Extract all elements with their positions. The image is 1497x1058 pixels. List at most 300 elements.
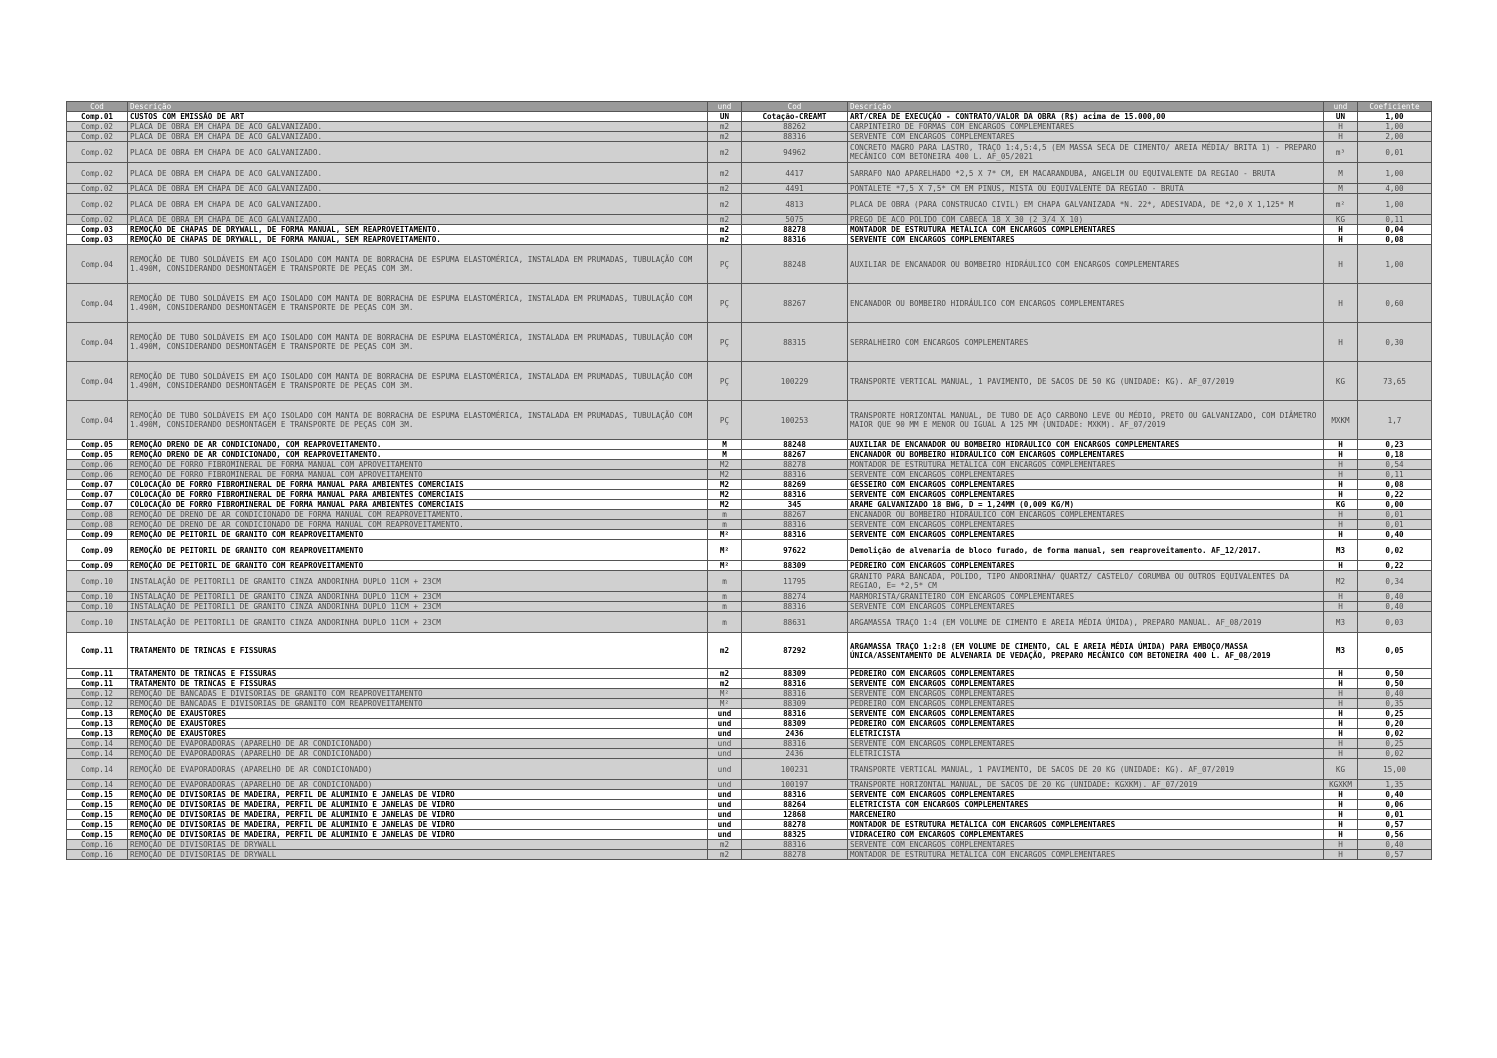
comp-code-cell: Comp.10 xyxy=(67,612,128,633)
comp-description-cell: REMOÇÃO DE DIVISORIAS DE MADEIRA, PERFIL DE ALUMINIO E JANELAS DE VIDRO xyxy=(128,810,708,820)
item-unit-cell: H xyxy=(1324,719,1358,729)
item-code-cell: 88316 xyxy=(742,739,848,749)
header-cod-insumo: Cod xyxy=(742,102,848,112)
item-description-cell: ARAME GALVANIZADO 18 BWG, D = 1,24MM (0,009 KG/M) xyxy=(848,500,1324,510)
comp-unit-cell: und xyxy=(708,749,742,759)
item-description-cell: SERRALHEIRO COM ENCARGOS COMPLEMENTARES xyxy=(848,323,1324,362)
item-unit-cell: M xyxy=(1324,163,1358,184)
comp-description-cell: TRATAMENTO DE TRINCAS E FISSURAS xyxy=(128,669,708,679)
item-unit-cell: H xyxy=(1324,810,1358,820)
comp-unit-cell: und xyxy=(708,790,742,800)
comp-code-cell: Comp.05 xyxy=(67,450,128,460)
item-description-cell: SERVENTE COM ENCARGOS COMPLEMENTARES xyxy=(848,840,1324,850)
comp-description-cell: REMOÇÃO DE PEITORIL DE GRANITO COM REAPROVEITAMENTO xyxy=(128,561,708,571)
comp-description-cell: REMOÇÃO DE DIVISORIAS DE MADEIRA, PERFIL DE ALUMINIO E JANELAS DE VIDRO xyxy=(128,800,708,810)
comp-unit-cell: und xyxy=(708,830,742,840)
item-unit-cell: H xyxy=(1324,245,1358,284)
comp-unit-cell: und xyxy=(708,780,742,790)
item-code-cell: 88267 xyxy=(742,510,848,520)
item-description-cell: MARMORISTA/GRANITEIRO COM ENCARGOS COMPLEMENTARES xyxy=(848,592,1324,602)
comp-unit-cell: m xyxy=(708,612,742,633)
comp-description-cell: COLOCAÇÃO DE FORRO FIBROMINERAL DE FORMA MANUAL PARA AMBIENTES COMERCIAIS xyxy=(128,500,708,510)
comp-unit-cell: und xyxy=(708,820,742,830)
comp-description-cell: TRATAMENTO DE TRINCAS E FISSURAS xyxy=(128,633,708,669)
coefficient-cell: 0,23 xyxy=(1358,440,1432,450)
item-description-cell: MONTADOR DE ESTRUTURA METÁLICA COM ENCARGOS COMPLEMENTARES xyxy=(848,850,1324,860)
item-unit-cell: H xyxy=(1324,122,1358,132)
coefficient-cell: 0,54 xyxy=(1358,460,1432,470)
item-description-cell: ARGAMASSA TRAÇO 1:4 (EM VOLUME DE CIMENTO E AREIA MÉDIA ÚMIDA), PREPARO MANUAL. AF_08/2019 xyxy=(848,612,1324,633)
table-row xyxy=(67,749,1432,759)
comp-code-cell: Comp.06 xyxy=(67,460,128,470)
comp-description-cell: REMOÇÃO DE DRENO DE AR CONDICIONADO DE FORMA MANUAL COM REAPROVEITAMENTO. xyxy=(128,520,708,530)
table-row xyxy=(67,592,1432,602)
table-row xyxy=(67,142,1432,163)
comp-description-cell: REMOÇÃO DE FORRO FIBROMINERAL DE FORMA MANUAL COM APROVEITAMENTO xyxy=(128,470,708,480)
comp-unit-cell: m2 xyxy=(708,850,742,860)
item-code-cell: 2436 xyxy=(742,729,848,739)
table-row xyxy=(67,780,1432,790)
item-code-cell: 88309 xyxy=(742,699,848,709)
comp-code-cell: Comp.14 xyxy=(67,759,128,780)
item-description-cell: MARCENEIRO xyxy=(848,810,1324,820)
item-description-cell: ENCANADOR OU BOMBEIRO HIDRÁULICO COM ENCARGOS COMPLEMENTARES xyxy=(848,450,1324,460)
comp-unit-cell: m xyxy=(708,592,742,602)
table-row xyxy=(67,225,1432,235)
comp-description-cell: REMOÇÃO DE CHAPAS DE DRYWALL, DE FORMA MANUAL, SEM REAPROVEITAMENTO. xyxy=(128,225,708,235)
item-code-cell: 88325 xyxy=(742,830,848,840)
comp-code-cell: Comp.02 xyxy=(67,132,128,142)
coefficient-cell: 0,02 xyxy=(1358,540,1432,561)
comp-description-cell: REMOÇÃO DE EVAPORADORAS (APARELHO DE AR CONDICIONADO) xyxy=(128,739,708,749)
comp-description-cell: REMOÇÃO DE TUBO SOLDÁVEIS EM AÇO ISOLADO COM MANTA DE BORRACHA DE ESPUMA ELASTOMÉRICA, INSTALADA EM PRUMADAS, TUBULAÇÃO COM 1.490M, CONSIDERANDO DESMONTAGEM E TRANSPORTE DE PEÇAS COM 3M. xyxy=(128,245,708,284)
item-description-cell: GESSEIRO COM ENCARGOS COMPLEMENTARES xyxy=(848,480,1324,490)
comp-code-cell: Comp.04 xyxy=(67,245,128,284)
comp-description-cell: PLACA DE OBRA EM CHAPA DE ACO GALVANIZADO. xyxy=(128,184,708,194)
item-code-cell: 4491 xyxy=(742,184,848,194)
table-row xyxy=(67,215,1432,225)
table-row xyxy=(67,194,1432,215)
item-code-cell: 88278 xyxy=(742,460,848,470)
comp-code-cell: Comp.14 xyxy=(67,749,128,759)
comp-unit-cell: PÇ xyxy=(708,401,742,440)
table-row xyxy=(67,699,1432,709)
item-description-cell: MONTADOR DE ESTRUTURA METÁLICA COM ENCARGOS COMPLEMENTARES xyxy=(848,225,1324,235)
item-description-cell: PONTALETE *7,5 X 7,5* CM EM PINUS, MISTA OU EQUIVALENTE DA REGIAO - BRUTA xyxy=(848,184,1324,194)
comp-description-cell: COLOCAÇÃO DE FORRO FIBROMINERAL DE FORMA MANUAL PARA AMBIENTES COMERCIAIS xyxy=(128,480,708,490)
comp-code-cell: Comp.15 xyxy=(67,820,128,830)
item-code-cell: 88316 xyxy=(742,709,848,719)
item-code-cell: Cotação-CREAMT xyxy=(742,112,848,122)
item-description-cell: PEDREIRO COM ENCARGOS COMPLEMENTARES xyxy=(848,719,1324,729)
item-code-cell: 88316 xyxy=(742,689,848,699)
item-code-cell: 88316 xyxy=(742,679,848,689)
item-code-cell: 88316 xyxy=(742,840,848,850)
item-unit-cell: H xyxy=(1324,850,1358,860)
table-row xyxy=(67,709,1432,719)
comp-unit-cell: und xyxy=(708,719,742,729)
item-code-cell: 88315 xyxy=(742,323,848,362)
comp-code-cell: Comp.11 xyxy=(67,669,128,679)
comp-description-cell: INSTALAÇÃO DE PEITORIL1 DE GRANITO CINZA ANDORINHA DUPLO 11CM + 23CM xyxy=(128,612,708,633)
comp-code-cell: Comp.02 xyxy=(67,194,128,215)
item-code-cell: 12868 xyxy=(742,810,848,820)
comp-unit-cell: m2 xyxy=(708,194,742,215)
item-code-cell: 88278 xyxy=(742,225,848,235)
item-code-cell: 88269 xyxy=(742,480,848,490)
comp-description-cell: REMOÇÃO DRENO DE AR CONDICIONADO, COM REAPROVEITAMENTO. xyxy=(128,440,708,450)
comp-code-cell: Comp.16 xyxy=(67,850,128,860)
item-unit-cell: H xyxy=(1324,480,1358,490)
table-row xyxy=(67,759,1432,780)
item-description-cell: ELETRICISTA xyxy=(848,729,1324,739)
item-unit-cell: H xyxy=(1324,132,1358,142)
item-unit-cell: H xyxy=(1324,699,1358,709)
item-unit-cell: KG xyxy=(1324,362,1358,401)
comp-code-cell: Comp.10 xyxy=(67,592,128,602)
item-unit-cell: H xyxy=(1324,820,1358,830)
table-body xyxy=(67,112,1432,860)
comp-description-cell: REMOÇÃO DE DRENO DE AR CONDICIONADO DE FORMA MANUAL COM REAPROVEITAMENTO. xyxy=(128,510,708,520)
table-row xyxy=(67,500,1432,510)
item-code-cell: 88248 xyxy=(742,440,848,450)
comp-unit-cell: m2 xyxy=(708,215,742,225)
item-unit-cell: m² xyxy=(1324,194,1358,215)
coefficient-cell: 0,40 xyxy=(1358,689,1432,699)
comp-unit-cell: m xyxy=(708,520,742,530)
coefficient-cell: 0,11 xyxy=(1358,470,1432,480)
item-unit-cell: MXKM xyxy=(1324,401,1358,440)
coefficient-cell: 1,00 xyxy=(1358,122,1432,132)
comp-unit-cell: M² xyxy=(708,540,742,561)
item-code-cell: 88316 xyxy=(742,520,848,530)
table-row xyxy=(67,163,1432,184)
comp-unit-cell: und xyxy=(708,739,742,749)
item-description-cell: TRANSPORTE VERTICAL MANUAL, 1 PAVIMENTO, DE SACOS DE 50 KG (UNIDADE: KG). AF_07/2019 xyxy=(848,362,1324,401)
item-code-cell: 100231 xyxy=(742,759,848,780)
item-unit-cell: H xyxy=(1324,440,1358,450)
comp-unit-cell: m2 xyxy=(708,225,742,235)
table-row xyxy=(67,739,1432,749)
comp-code-cell: Comp.13 xyxy=(67,709,128,719)
comp-code-cell: Comp.09 xyxy=(67,540,128,561)
comp-code-cell: Comp.14 xyxy=(67,739,128,749)
item-code-cell: 88267 xyxy=(742,450,848,460)
item-description-cell: CONCRETO MAGRO PARA LASTRO, TRAÇO 1:4,5:4,5 (EM MASSA SECA DE CIMENTO/ AREIA MÉDIA/ BRITA 1) - PREPARO MECÂNICO COM BETONEIRA 400 L. AF_05/2021 xyxy=(848,142,1324,163)
comp-unit-cell: und xyxy=(708,729,742,739)
table-row xyxy=(67,810,1432,820)
item-description-cell: PREGO DE ACO POLIDO COM CABECA 18 X 30 (2 3/4 X 10) xyxy=(848,215,1324,225)
coefficient-cell: 2,00 xyxy=(1358,132,1432,142)
comp-unit-cell: m2 xyxy=(708,163,742,184)
comp-description-cell: PLACA DE OBRA EM CHAPA DE ACO GALVANIZADO. xyxy=(128,142,708,163)
coefficient-cell: 0,01 xyxy=(1358,810,1432,820)
item-code-cell: 88309 xyxy=(742,719,848,729)
item-description-cell: PEDREIRO COM ENCARGOS COMPLEMENTARES xyxy=(848,669,1324,679)
table-row xyxy=(67,450,1432,460)
item-unit-cell: M3 xyxy=(1324,633,1358,669)
comp-description-cell: REMOÇÃO DE TUBO SOLDÁVEIS EM AÇO ISOLADO COM MANTA DE BORRACHA DE ESPUMA ELASTOMÉRICA, INSTALADA EM PRUMADAS, TUBULAÇÃO COM 1.490M, CONSIDERANDO DESMONTAGEM E TRANSPORTE DE PEÇAS COM 3M. xyxy=(128,284,708,323)
item-description-cell: Demolição de alvenaria de bloco furado, de forma manual, sem reaproveitamento. AF_12/2017. xyxy=(848,540,1324,561)
table-row xyxy=(67,729,1432,739)
comp-description-cell: REMOÇÃO DE BANCADAS E DIVISORIAS DE GRANITO COM REAPROVEITAMENTO xyxy=(128,689,708,699)
table-row xyxy=(67,460,1432,470)
comp-description-cell: REMOÇÃO DE TUBO SOLDÁVEIS EM AÇO ISOLADO COM MANTA DE BORRACHA DE ESPUMA ELASTOMÉRICA, INSTALADA EM PRUMADAS, TUBULAÇÃO COM 1.490M, CONSIDERANDO DESMONTAGEM E TRANSPORTE DE PEÇAS COM 3M. xyxy=(128,323,708,362)
comp-code-cell: Comp.02 xyxy=(67,163,128,184)
item-unit-cell: H xyxy=(1324,510,1358,520)
comp-description-cell: REMOÇÃO DE EVAPORADORAS (APARELHO DE AR CONDICIONADO) xyxy=(128,759,708,780)
comp-unit-cell: m xyxy=(708,571,742,592)
item-description-cell: SERVENTE COM ENCARGOS COMPLEMENTARES xyxy=(848,709,1324,719)
comp-code-cell: Comp.06 xyxy=(67,470,128,480)
comp-description-cell: REMOÇÃO DE CHAPAS DE DRYWALL, DE FORMA MANUAL, SEM REAPROVEITAMENTO. xyxy=(128,235,708,245)
item-unit-cell: H xyxy=(1324,225,1358,235)
comp-unit-cell: PÇ xyxy=(708,284,742,323)
coefficient-cell: 0,01 xyxy=(1358,520,1432,530)
table-row xyxy=(67,840,1432,850)
item-code-cell: 88631 xyxy=(742,612,848,633)
comp-unit-cell: M² xyxy=(708,530,742,540)
comp-description-cell: TRATAMENTO DE TRINCAS E FISSURAS xyxy=(128,679,708,689)
item-description-cell: ELETRICISTA xyxy=(848,749,1324,759)
item-unit-cell: H xyxy=(1324,840,1358,850)
coefficient-cell: 0,30 xyxy=(1358,323,1432,362)
comp-code-cell: Comp.02 xyxy=(67,215,128,225)
table-row xyxy=(67,401,1432,440)
item-code-cell: 88316 xyxy=(742,530,848,540)
coefficient-cell: 1,00 xyxy=(1358,112,1432,122)
comp-code-cell: Comp.07 xyxy=(67,480,128,490)
coefficient-cell: 4,00 xyxy=(1358,184,1432,194)
comp-unit-cell: UN xyxy=(708,112,742,122)
table-row xyxy=(67,571,1432,592)
coefficient-cell: 0,50 xyxy=(1358,669,1432,679)
item-description-cell: SERVENTE COM ENCARGOS COMPLEMENTARES xyxy=(848,739,1324,749)
comp-code-cell: Comp.04 xyxy=(67,401,128,440)
item-code-cell: 88316 xyxy=(742,490,848,500)
coefficient-cell: 0,25 xyxy=(1358,739,1432,749)
comp-unit-cell: M2 xyxy=(708,480,742,490)
item-unit-cell: H xyxy=(1324,830,1358,840)
comp-unit-cell: m2 xyxy=(708,633,742,669)
item-code-cell: 88248 xyxy=(742,245,848,284)
item-unit-cell: H xyxy=(1324,679,1358,689)
item-code-cell: 97622 xyxy=(742,540,848,561)
comp-code-cell: Comp.14 xyxy=(67,780,128,790)
item-unit-cell: KG xyxy=(1324,759,1358,780)
item-unit-cell: H xyxy=(1324,284,1358,323)
comp-description-cell: PLACA DE OBRA EM CHAPA DE ACO GALVANIZADO. xyxy=(128,194,708,215)
item-unit-cell: M3 xyxy=(1324,612,1358,633)
coefficient-cell: 0,18 xyxy=(1358,450,1432,460)
table-row xyxy=(67,850,1432,860)
item-unit-cell: H xyxy=(1324,323,1358,362)
comp-code-cell: Comp.09 xyxy=(67,530,128,540)
table-row xyxy=(67,602,1432,612)
table-row xyxy=(67,530,1432,540)
item-unit-cell: H xyxy=(1324,729,1358,739)
comp-code-cell: Comp.09 xyxy=(67,561,128,571)
item-unit-cell: H xyxy=(1324,689,1358,699)
comp-unit-cell: und xyxy=(708,709,742,719)
coefficient-cell: 0,25 xyxy=(1358,709,1432,719)
comp-description-cell: CUSTOS COM EMISSÃO DE ART xyxy=(128,112,708,122)
comp-unit-cell: und xyxy=(708,759,742,780)
item-code-cell: 100253 xyxy=(742,401,848,440)
item-code-cell: 88309 xyxy=(742,561,848,571)
comp-code-cell: Comp.03 xyxy=(67,225,128,235)
table-header-row xyxy=(67,102,1432,112)
comp-code-cell: Comp.13 xyxy=(67,729,128,739)
comp-description-cell: COLOCAÇÃO DE FORRO FIBROMINERAL DE FORMA MANUAL PARA AMBIENTES COMERCIAIS xyxy=(128,490,708,500)
coefficient-cell: 0,60 xyxy=(1358,284,1432,323)
item-code-cell: 100229 xyxy=(742,362,848,401)
coefficient-cell: 0,04 xyxy=(1358,225,1432,235)
comp-code-cell: Comp.12 xyxy=(67,689,128,699)
table-row xyxy=(67,122,1432,132)
comp-code-cell: Comp.04 xyxy=(67,284,128,323)
comp-unit-cell: m xyxy=(708,602,742,612)
coefficient-cell: 1,00 xyxy=(1358,245,1432,284)
comp-code-cell: Comp.15 xyxy=(67,810,128,820)
coefficient-cell: 0,20 xyxy=(1358,719,1432,729)
header-und: und xyxy=(708,102,742,112)
comp-description-cell: REMOÇÃO DE TUBO SOLDÁVEIS EM AÇO ISOLADO COM MANTA DE BORRACHA DE ESPUMA ELASTOMÉRICA, INSTALADA EM PRUMADAS, TUBULAÇÃO COM 1.490M, CONSIDERANDO DESMONTAGEM E TRANSPORTE DE PEÇAS COM 3M. xyxy=(128,362,708,401)
item-description-cell: PLACA DE OBRA (PARA CONSTRUCAO CIVIL) EM CHAPA GALVANIZADA *N. 22*, ADESIVADA, DE *2,0 X 1,125* M xyxy=(848,194,1324,215)
item-unit-cell: H xyxy=(1324,669,1358,679)
item-description-cell: SERVENTE COM ENCARGOS COMPLEMENTARES xyxy=(848,602,1324,612)
item-description-cell: MONTADOR DE ESTRUTURA METÁLICA COM ENCARGOS COMPLEMENTARES xyxy=(848,820,1324,830)
item-unit-cell: m³ xyxy=(1324,142,1358,163)
item-code-cell: 88309 xyxy=(742,669,848,679)
comp-unit-cell: m2 xyxy=(708,132,742,142)
item-code-cell: 4813 xyxy=(742,194,848,215)
item-code-cell: 88316 xyxy=(742,132,848,142)
comp-unit-cell: m2 xyxy=(708,184,742,194)
comp-unit-cell: m2 xyxy=(708,142,742,163)
comp-description-cell: REMOÇÃO DE EXAUSTORES xyxy=(128,719,708,729)
item-code-cell: 87292 xyxy=(742,633,848,669)
comp-code-cell: Comp.15 xyxy=(67,800,128,810)
item-unit-cell: KG xyxy=(1324,500,1358,510)
item-unit-cell: H xyxy=(1324,450,1358,460)
comp-unit-cell: M² xyxy=(708,699,742,709)
header-und-insumo: und xyxy=(1324,102,1358,112)
comp-code-cell: Comp.16 xyxy=(67,840,128,850)
table-row xyxy=(67,520,1432,530)
comp-unit-cell: m2 xyxy=(708,669,742,679)
header-descricao-insumo: Descrição xyxy=(848,102,1324,112)
coefficient-cell: 0,50 xyxy=(1358,679,1432,689)
comp-unit-cell: M² xyxy=(708,689,742,699)
item-code-cell: 345 xyxy=(742,500,848,510)
comp-code-cell: Comp.04 xyxy=(67,323,128,362)
coefficient-cell: 0,57 xyxy=(1358,820,1432,830)
table-row xyxy=(67,112,1432,122)
comp-code-cell: Comp.04 xyxy=(67,362,128,401)
item-description-cell: SERVENTE COM ENCARGOS COMPLEMENTARES xyxy=(848,679,1324,689)
item-description-cell: PEDREIRO COM ENCARGOS COMPLEMENTARES xyxy=(848,699,1324,709)
comp-code-cell: Comp.02 xyxy=(67,122,128,132)
comp-unit-cell: M xyxy=(708,450,742,460)
table-row xyxy=(67,284,1432,323)
item-description-cell: SERVENTE COM ENCARGOS COMPLEMENTARES xyxy=(848,520,1324,530)
comp-unit-cell: M2 xyxy=(708,490,742,500)
table-row xyxy=(67,830,1432,840)
item-code-cell: 4417 xyxy=(742,163,848,184)
table-row xyxy=(67,633,1432,669)
item-code-cell: 88278 xyxy=(742,850,848,860)
comp-unit-cell: M2 xyxy=(708,500,742,510)
item-unit-cell: M3 xyxy=(1324,540,1358,561)
item-unit-cell: M xyxy=(1324,184,1358,194)
comp-description-cell: PLACA DE OBRA EM CHAPA DE ACO GALVANIZADO. xyxy=(128,163,708,184)
item-description-cell: SERVENTE COM ENCARGOS COMPLEMENTARES xyxy=(848,490,1324,500)
comp-code-cell: Comp.15 xyxy=(67,830,128,840)
table-row xyxy=(67,612,1432,633)
coefficient-cell: 0,02 xyxy=(1358,749,1432,759)
item-code-cell: 5075 xyxy=(742,215,848,225)
coefficient-cell: 0,08 xyxy=(1358,235,1432,245)
comp-description-cell: INSTALAÇÃO DE PEITORIL1 DE GRANITO CINZA ANDORINHA DUPLO 11CM + 23CM xyxy=(128,602,708,612)
comp-code-cell: Comp.15 xyxy=(67,790,128,800)
item-unit-cell: KG xyxy=(1324,215,1358,225)
comp-description-cell: REMOÇÃO DE DIVISORIAS DE MADEIRA, PERFIL DE ALUMINIO E JANELAS DE VIDRO xyxy=(128,830,708,840)
coefficient-cell: 0,40 xyxy=(1358,790,1432,800)
comp-description-cell: REMOÇÃO DRENO DE AR CONDICIONADO, COM REAPROVEITAMENTO. xyxy=(128,450,708,460)
coefficient-cell: 1,00 xyxy=(1358,194,1432,215)
table-row xyxy=(67,440,1432,450)
table-row xyxy=(67,480,1432,490)
table-row xyxy=(67,132,1432,142)
item-description-cell: SERVENTE COM ENCARGOS COMPLEMENTARES xyxy=(848,235,1324,245)
coefficient-cell: 0,00 xyxy=(1358,500,1432,510)
composition-table xyxy=(66,101,1432,860)
item-description-cell: VIDRACEIRO COM ENCARGOS COMPLEMENTARES xyxy=(848,830,1324,840)
table-row xyxy=(67,184,1432,194)
comp-description-cell: REMOÇÃO DE FORRO FIBROMINERAL DE FORMA MANUAL COM APROVEITAMENTO xyxy=(128,460,708,470)
item-code-cell: 11795 xyxy=(742,571,848,592)
item-description-cell: PEDREIRO COM ENCARGOS COMPLEMENTARES xyxy=(848,561,1324,571)
coefficient-cell: 0,35 xyxy=(1358,699,1432,709)
coefficient-cell: 1,00 xyxy=(1358,163,1432,184)
coefficient-cell: 0,56 xyxy=(1358,830,1432,840)
table-row xyxy=(67,362,1432,401)
item-code-cell: 88274 xyxy=(742,592,848,602)
item-unit-cell: H xyxy=(1324,530,1358,540)
coefficient-cell: 0,40 xyxy=(1358,530,1432,540)
item-code-cell: 2436 xyxy=(742,749,848,759)
coefficient-cell: 0,22 xyxy=(1358,561,1432,571)
item-unit-cell: H xyxy=(1324,520,1358,530)
item-description-cell: SERVENTE COM ENCARGOS COMPLEMENTARES xyxy=(848,530,1324,540)
coefficient-cell: 15,00 xyxy=(1358,759,1432,780)
item-unit-cell: H xyxy=(1324,561,1358,571)
comp-unit-cell: m2 xyxy=(708,679,742,689)
item-unit-cell: H xyxy=(1324,709,1358,719)
coefficient-cell: 0,40 xyxy=(1358,840,1432,850)
item-description-cell: AUXILIAR DE ENCANADOR OU BOMBEIRO HIDRÁULICO COM ENCARGOS COMPLEMENTARES xyxy=(848,245,1324,284)
item-description-cell: MONTADOR DE ESTRUTURA METÁLICA COM ENCARGOS COMPLEMENTARES xyxy=(848,460,1324,470)
table-row xyxy=(67,323,1432,362)
item-unit-cell: H xyxy=(1324,470,1358,480)
coefficient-cell: 0,01 xyxy=(1358,142,1432,163)
comp-unit-cell: m2 xyxy=(708,840,742,850)
item-description-cell: SERVENTE COM ENCARGOS COMPLEMENTARES xyxy=(848,470,1324,480)
comp-code-cell: Comp.11 xyxy=(67,633,128,669)
coefficient-cell: 0,22 xyxy=(1358,490,1432,500)
comp-code-cell: Comp.10 xyxy=(67,571,128,592)
